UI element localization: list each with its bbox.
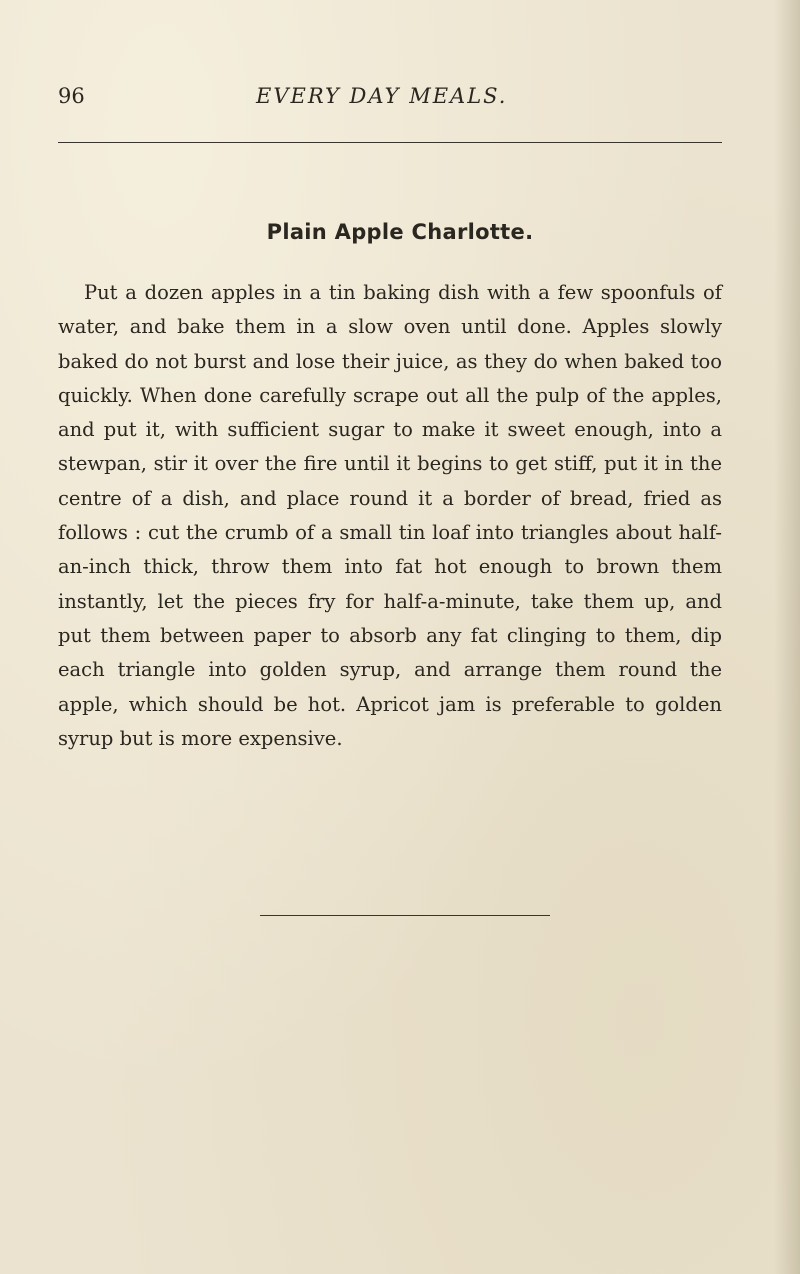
header-divider [58,142,722,143]
recipe-body: Put a dozen apples in a tin baking dish with a few spoonfuls of water, and bake them in a slow oven until done. Apples slowly baked do not burst and lose their juice, as they do when baked too quickly. When done carefully scrape out all the pulp of the apples, and put it, with sufficient sugar to make it sweet enough, into a stewpan, stir it over the fire until it begins to get stiff, put it in the centre of a dish, and place round it a border of bread, fried as follows : cut the crumb of a small tin loaf into triangles about half-an-inch thick, throw them into fat hot enough to brown them instantly, let the pieces fry for half-a-minute, take them up, and put them between paper to absorb any fat clinging to them, dip each triangle into golden syrup, and arrange them round the apple, which should be hot. Apricot jam is preferable to golden syrup but is more expensive. [58,281,722,750]
section-end-divider [260,915,550,916]
running-title: EVERY DAY MEALS. [256,84,508,108]
recipe-title: Plain Apple Charlotte. [266,220,534,244]
running-head [58,84,722,114]
page-number: 96 [58,84,85,108]
page-edge-shadow [774,0,800,1274]
